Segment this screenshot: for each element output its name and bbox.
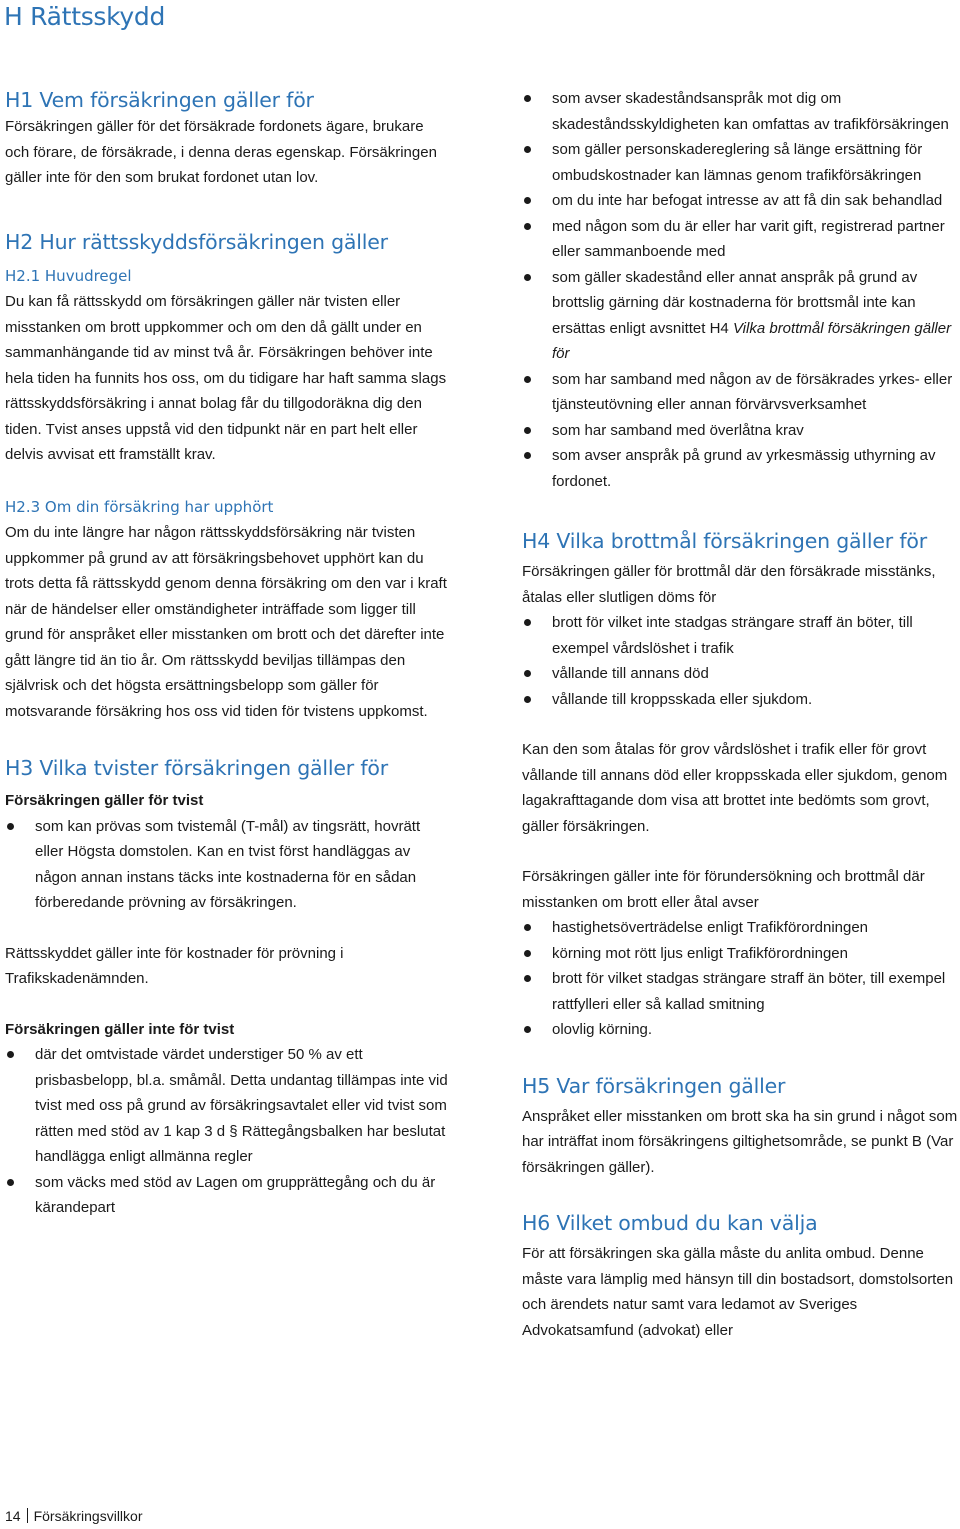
list-item: som gäller skadestånd eller annat anspråk på grund av brottslig gärning där kostnaderna för brottsmål inte kan ersättas enligt avsnittet H4 Vilka brottmål försäkringen gäller för	[522, 265, 960, 367]
bullet-icon	[524, 924, 531, 931]
list-item: som har samband med någon av de försäkrades yrkes- eller tjänsteutövning eller annan förvärvsverksamhet	[522, 367, 960, 418]
section-h3-bold-applies: Försäkringen gäller för tvist	[5, 792, 204, 809]
section-h21-heading: H2.1 Huvudregel	[5, 266, 132, 285]
left-column	[5, 86, 450, 1221]
bullet-icon	[524, 146, 531, 153]
section-h4-text-3: Försäkringen gäller inte för förundersökning och brottmål där misstanken om brott eller åtal avser	[522, 868, 925, 911]
section-h3-bold-excludes: Försäkringen gäller inte för tvist	[5, 1020, 235, 1038]
bullet-icon	[524, 619, 531, 626]
list-item: som har samband med överlåtna krav	[522, 418, 960, 444]
section-h1-text: Försäkringen gäller för det försäkrade fordonets ägare, brukare och förare, de försäkrade, i denna deras egenskap. Försäkringen gäller inte för den som brukat fordonet utan lov.	[5, 118, 437, 186]
list-item: som gäller personskadereglering så länge ersättning för ombudskostnader kan lämnas genom trafikförsäkringen	[522, 137, 960, 188]
section-h4-text-2: Kan den som åtalas för grov vårdslöshet i trafik eller för grovt vållande till annans död eller kroppsskada eller sjukdom, genom lagakrafttagande dom visa att brottet inte bedömts som grovt, gäller försäkringen.	[522, 741, 948, 835]
document-name: Försäkringsvillkor	[33, 1508, 143, 1524]
section-h3-list-applies	[5, 814, 450, 916]
section-h4-list-1	[522, 610, 960, 712]
section-h4-heading: H4 Vilka brottmål försäkringen gäller för	[522, 529, 927, 553]
bullet-icon	[7, 823, 14, 830]
bullet-icon	[524, 197, 531, 204]
list-item: vållande till kroppsskada eller sjukdom.	[522, 687, 960, 713]
list-item: med någon som du är eller har varit gift, registrerad partner eller sammanboende med	[522, 214, 960, 265]
section-h6-text: För att försäkringen ska gälla måste du anlita ombud. Denne måste vara lämplig med hänsyn till din bostadsort, domstolsorten och ärendets natur samt vara ledamot av Sveriges Advokatsamfund (advokat) eller	[522, 1245, 954, 1339]
section-h21-text: Du kan få rättsskydd om försäkringen gäller när tvisten eller misstanken om brott uppkommer och om den då gällt under en sammanhängande tid av minst två år. Försäkringen behöver inte hela tiden ha funnits hos oss, om du tidigare har haft samma slags rättsskyddsförsäkring i annat bolag får du tillgodoräkna dig den tiden. Tvist anses uppstå vid den tidpunkt när en part helt eller delvis avvisat ett framställt krav.	[5, 293, 447, 463]
section-h3-text: Rättsskyddet gäller inte för kostnader för prövning i Trafikskadenämnden.	[5, 944, 344, 987]
list-item: om du inte har befogat intresse av att få din sak behandlad	[522, 188, 960, 214]
bullet-icon	[7, 1051, 14, 1058]
bullet-icon	[524, 452, 531, 459]
section-reference-link-text: Vilka brottmål försäkringen gäller för	[552, 319, 952, 362]
bullet-icon	[524, 1026, 531, 1033]
list-item: körning mot rött ljus enligt Trafikförordningen	[522, 941, 960, 967]
page-title: H Rättsskydd	[4, 2, 166, 31]
exclusion-list-continued	[522, 86, 960, 494]
bullet-icon	[524, 427, 531, 434]
bullet-icon	[524, 95, 531, 102]
bullet-icon	[524, 950, 531, 957]
bullet-icon	[524, 376, 531, 383]
section-h4-list-2	[522, 915, 960, 1043]
list-item: hastighetsöverträdelse enligt Trafikförordningen	[522, 915, 960, 941]
list-item: som avser skadeståndsanspråk mot dig om skadeståndsskyldigheten kan omfattas av trafikförsäkringen	[522, 86, 960, 137]
list-item: brott för vilket inte stadgas strängare straff än böter, till exempel vårdslöshet i trafik	[522, 610, 960, 661]
section-h23-text: Om du inte längre har någon rättsskyddsförsäkring när tvisten uppkommer på grund av att försäkringsbehovet upphört kan du trots detta få rättsskydd genom denna försäkring om den var i kraft när de händelser eller omständigheter inträffade som ligger till grund för anspråket eller misstanken om brott och det därefter inte gått längre tid än tio år. Om rättsskydd beviljas tillämpas den självrisk och det högsta ersättningsbelopp som gäller för motsvarande försäkring hos oss vid tiden för tvistens uppkomst.	[5, 524, 447, 720]
list-item: där det omtvistade värdet understiger 50 % av ett prisbasbelopp, bl.a. småmål. Detta undantag tillämpas inte vid tvist med oss på grund av försäkringsavtalet eller vid tvist som rätten med stöd av 1 kap 3 d § Rättegångsbalken har beslutat handlägga enligt allmänna regler	[5, 1042, 450, 1170]
page-number: 14	[5, 1508, 21, 1524]
section-h5-text: Anspråket eller misstanken om brott ska ha sin grund i något som har inträffat inom försäkringens giltighetsområde, se punkt B (Var försäkringen gäller).	[522, 1107, 958, 1176]
section-h3-heading: H3 Vilka tvister försäkringen gäller för	[5, 756, 388, 780]
list-item: som kan prövas som tvistemål (T-mål) av tingsrätt, hovrätt eller Högsta domstolen. Kan en tvist först handläggas av någon annan instans täcks inte kostnaderna för en sådan förberedande prövning av försäkringen.	[5, 814, 450, 916]
section-h4-text-1: Försäkringen gäller för brottmål där den försäkrade misstänks, åtalas eller slutligen döms för	[522, 563, 936, 606]
bullet-icon	[524, 975, 531, 982]
section-h23-heading: H2.3 Om din försäkring har upphört	[5, 497, 274, 516]
list-item: vållande till annans död	[522, 661, 960, 687]
section-h3-list-excludes	[5, 1042, 450, 1221]
section-h1-heading: H1 Vem försäkringen gäller för	[5, 88, 314, 112]
list-item: som väcks med stöd av Lagen om grupprättegång och du är kärandepart	[5, 1170, 450, 1221]
bullet-icon	[524, 696, 531, 703]
right-column	[522, 86, 960, 1343]
list-item: som avser anspråk på grund av yrkesmässig uthyrning av fordonet.	[522, 443, 960, 494]
section-h6-heading: H6 Vilket ombud du kan välja	[522, 1211, 818, 1235]
bullet-icon	[524, 670, 531, 677]
list-item: olovlig körning.	[522, 1017, 960, 1043]
bullet-icon	[524, 274, 531, 281]
section-h2-heading: H2 Hur rättsskyddsförsäkringen gäller	[5, 229, 388, 254]
bullet-icon	[7, 1179, 14, 1186]
bullet-icon	[524, 223, 531, 230]
footer-separator	[27, 1508, 28, 1523]
list-item: brott för vilket stadgas strängare straff än böter, till exempel rattfylleri eller så kallad smitning	[522, 966, 960, 1017]
page-footer	[5, 1505, 143, 1527]
section-h5-heading: H5 Var försäkringen gäller	[522, 1073, 786, 1098]
